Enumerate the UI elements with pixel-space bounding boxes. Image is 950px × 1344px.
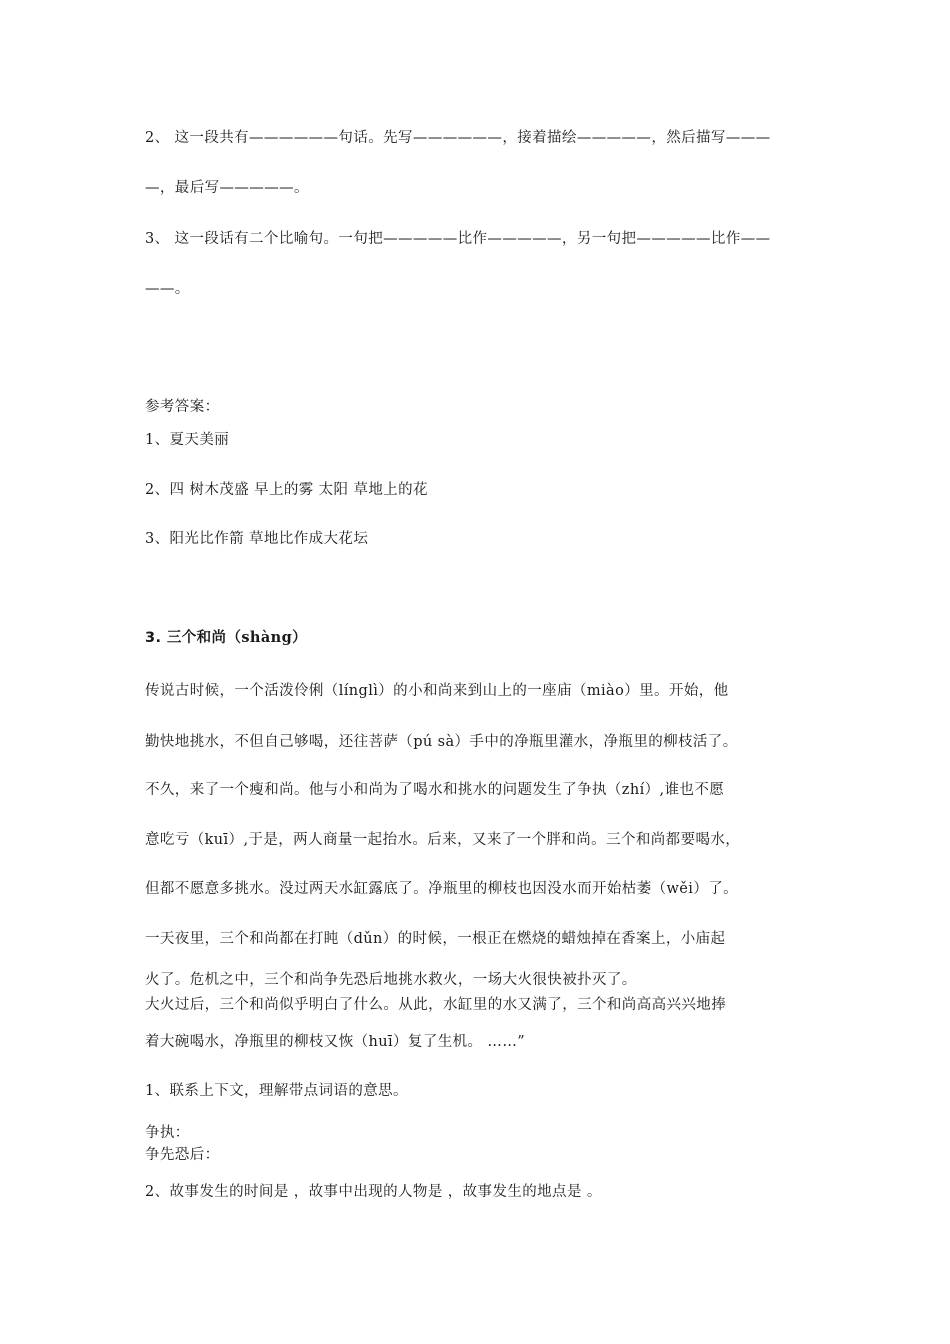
- question-3-line-1: 3、 这一段话有二个比喻句。一句把—————比作—————，另一句把—————比作——: [145, 231, 771, 247]
- passage-line-1: 传说古时候，一个活泼伶俐（línglì）的小和尚来到山上的一座庙（miào）里。开始，他: [145, 683, 729, 699]
- answer-item-1: 1、夏天美丽: [145, 432, 230, 448]
- section-3-term-2: 争先恐后：: [145, 1147, 220, 1163]
- answers-heading: 参考答案：: [145, 399, 220, 415]
- section-3-term-1: 争执：: [145, 1125, 190, 1141]
- passage-line-4: 意吃亏（kuī）,于是，两人商量一起抬水。后来，又来了一个胖和尚。三个和尚都要喝水，: [145, 832, 741, 848]
- answer-item-2: 2、四 树木茂盛 早上的雾 太阳 草地上的花: [145, 482, 428, 498]
- passage-line-3: 不久，来了一个瘦和尚。他与小和尚为了喝水和挑水的问题发生了争执（zhí）,谁也不愿: [145, 782, 725, 798]
- passage-line-5: 但都不愿意多挑水。没过两天水缸露底了。净瓶里的柳枝也因没水而开始枯萎（wěi）了。: [145, 881, 739, 897]
- section-3-title: 三个和尚（shàng）: [166, 629, 308, 646]
- question-2-line-1: 2、 这一段共有——————句话。先写——————，接着描绘—————，然后描写———: [145, 130, 771, 146]
- question-3-line-2: ——。: [145, 281, 190, 297]
- section-3-number: 3.: [145, 630, 162, 646]
- question-2-line-2: —，最后写—————。: [145, 180, 309, 196]
- section-3-question-2: 2、故事发生的时间是 ，故事中出现的人物是 ，故事发生的地点是 。: [145, 1184, 602, 1200]
- passage-line-2: 勤快地挑水，不但自己够喝，还往菩萨（pú sà）手中的净瓶里灌水，净瓶里的柳枝活了。: [145, 734, 738, 750]
- section-3-question-1: 1、联系上下文，理解带点词语的意思。: [145, 1083, 408, 1099]
- passage-line-8: 大火过后，三个和尚似乎明白了什么。从此，水缸里的水又满了，三个和尚高高兴兴地捧: [145, 997, 727, 1013]
- answer-item-3: 3、阳光比作箭 草地比作成大花坛: [145, 531, 369, 547]
- passage-line-7: 火了。危机之中，三个和尚争先恐后地挑水救火，一场大火很快被扑灭了。: [145, 972, 637, 988]
- section-3-heading: [145, 628, 810, 648]
- passage-line-6: 一天夜里，三个和尚都在打盹（dǔn）的时候，一根正在燃烧的蜡烛掉在香案上，小庙起: [145, 931, 726, 947]
- passage-line-9: 着大碗喝水，净瓶里的柳枝又恢（huī）复了生机。 ……”: [145, 1034, 526, 1050]
